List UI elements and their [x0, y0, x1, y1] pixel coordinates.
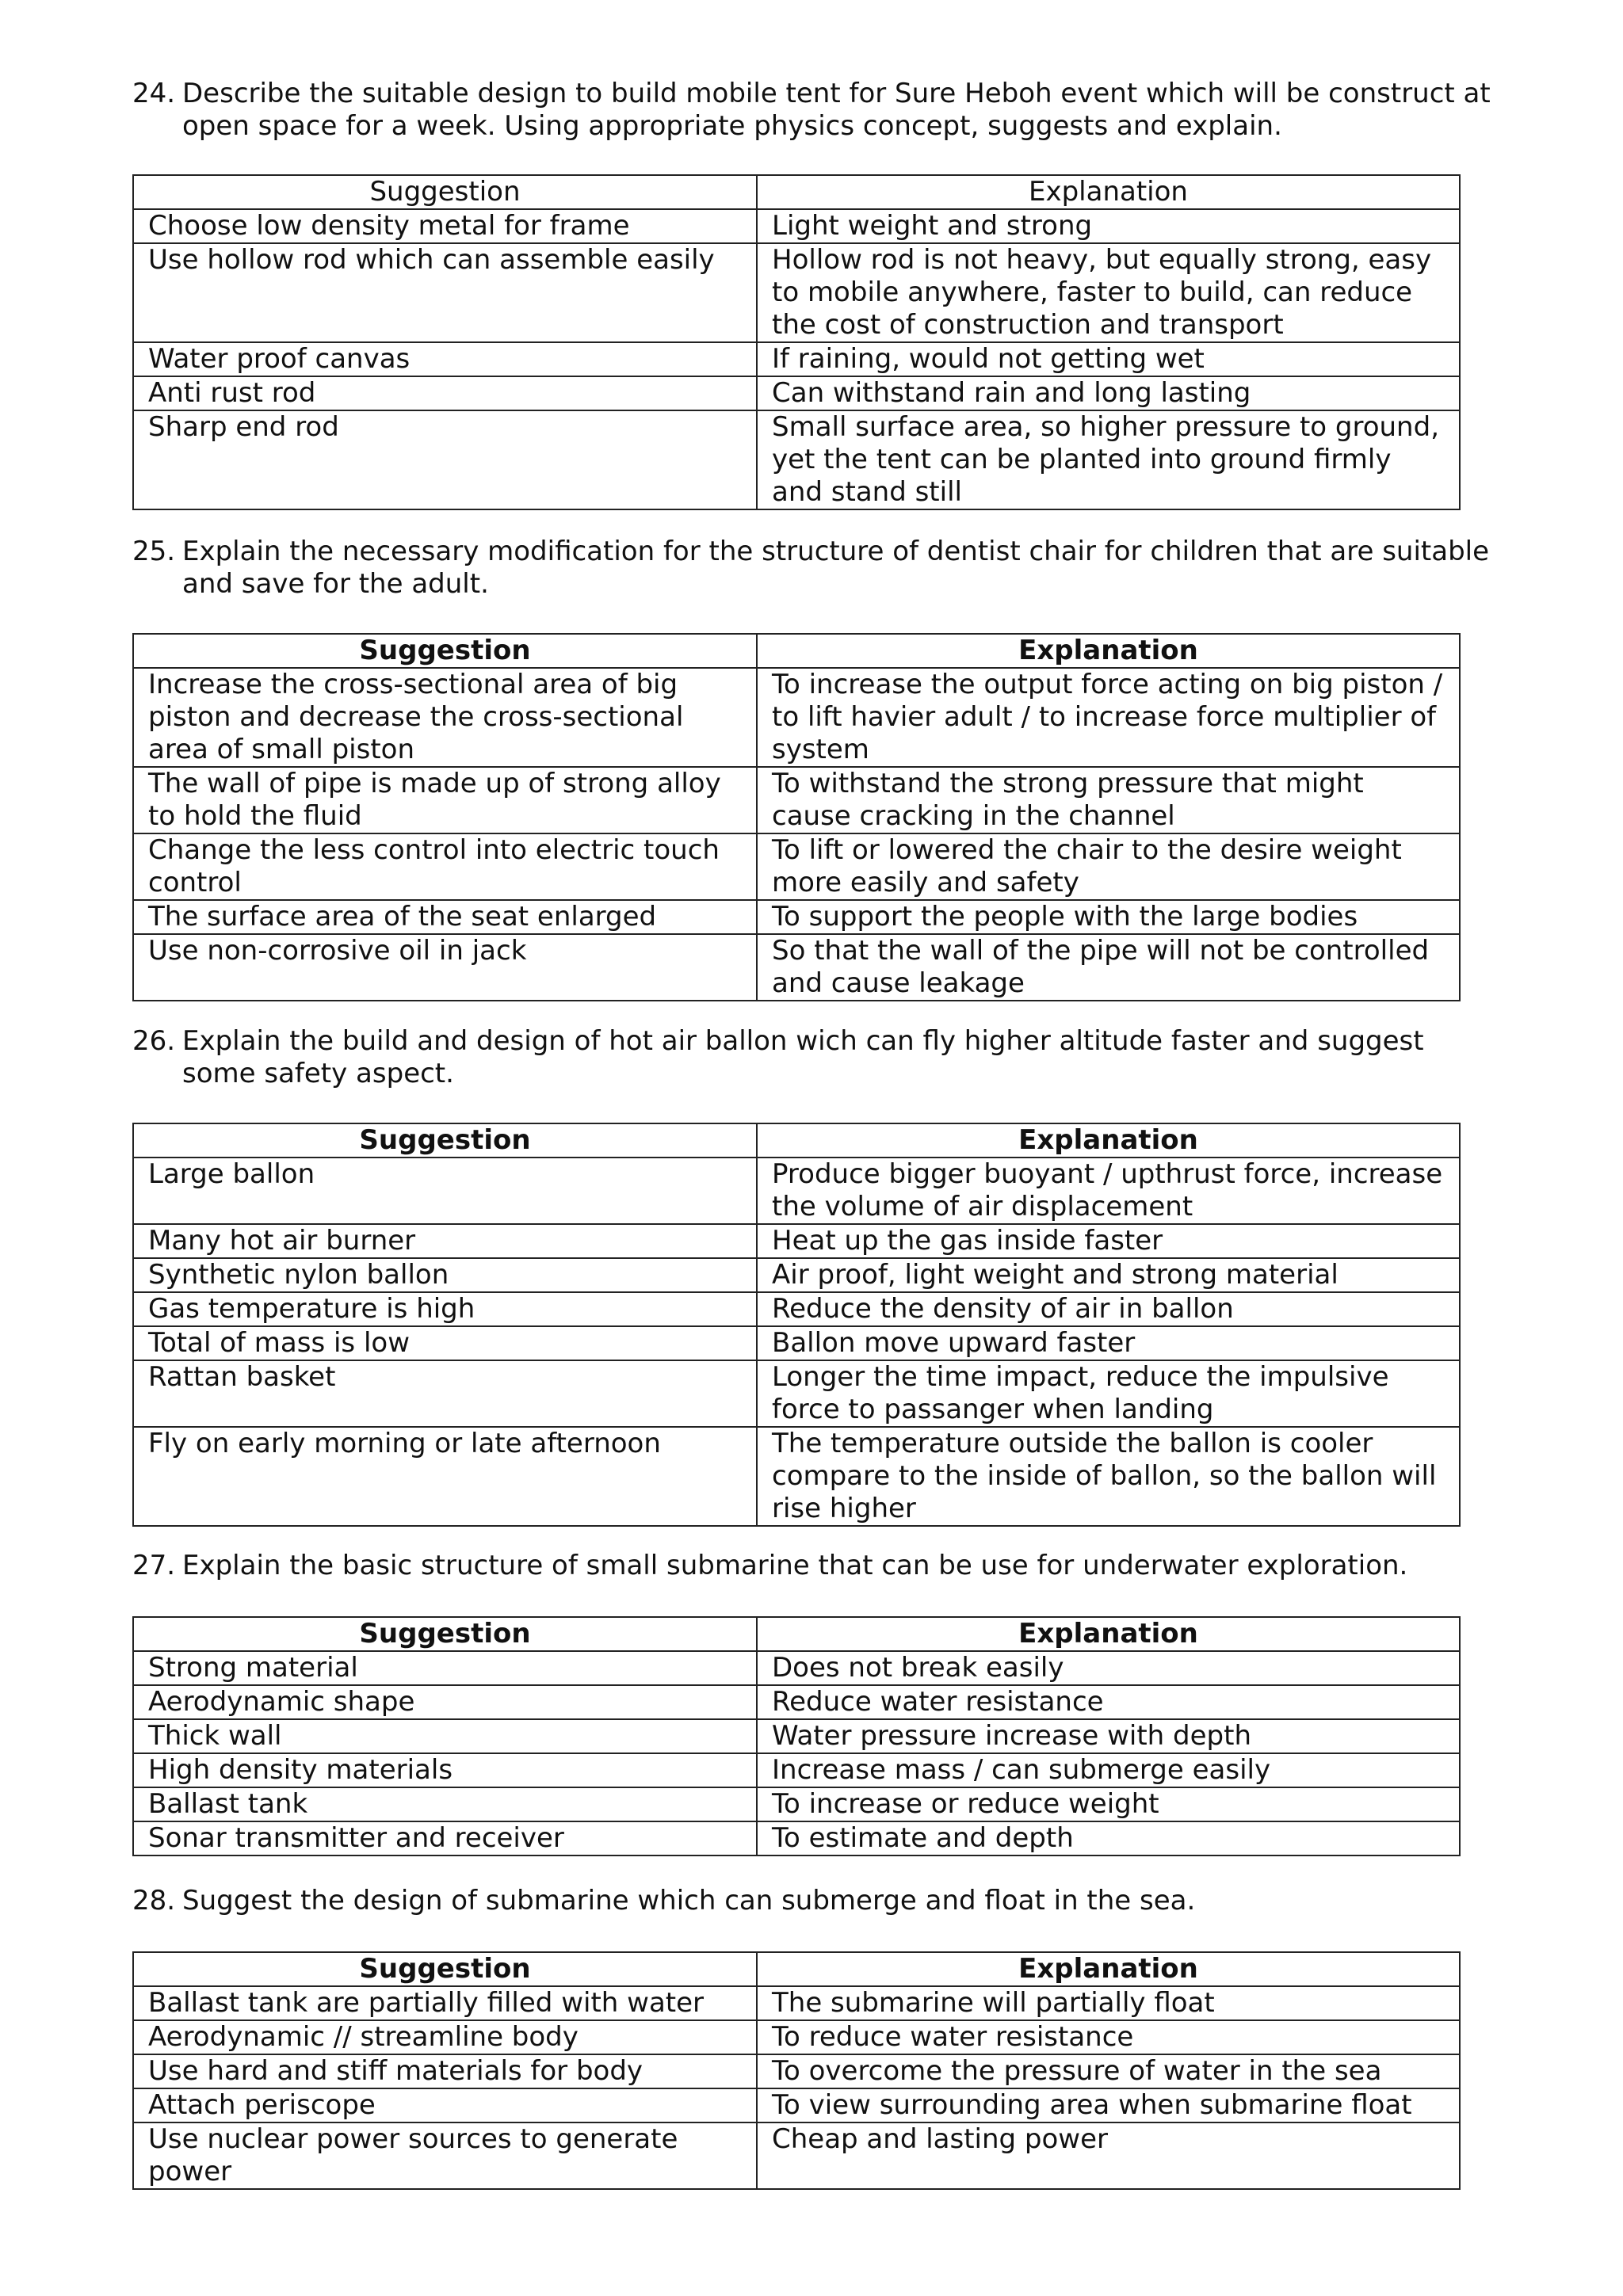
table-row	[133, 1787, 1460, 1821]
table-row	[133, 2020, 1460, 2054]
explanation-cell: The submarine will partially float	[757, 1986, 1460, 2020]
answer-table-25	[132, 633, 1461, 1001]
explanation-cell: Light weight and strong	[757, 209, 1460, 243]
table-row	[133, 209, 1460, 243]
table-row	[133, 1427, 1460, 1526]
explanation-cell: Increase mass / can submerge easily	[757, 1753, 1460, 1787]
table-header-row	[133, 634, 1460, 668]
question-number: 28.	[132, 1885, 176, 1917]
suggestion-cell: Choose low density metal for frame	[133, 209, 757, 243]
header-explanation: Explanation	[757, 634, 1460, 668]
suggestion-cell: Large ballon	[133, 1158, 757, 1224]
question-number: 25.	[132, 536, 176, 567]
header-suggestion: Suggestion	[133, 1123, 757, 1158]
explanation-cell: If raining, would not getting wet	[757, 342, 1460, 376]
suggestion-cell: Anti rust rod	[133, 376, 757, 410]
header-explanation: Explanation	[757, 1617, 1460, 1651]
answer-table-27	[132, 1616, 1461, 1856]
explanation-cell: Does not break easily	[757, 1651, 1460, 1685]
suggestion-cell: Total of mass is low	[133, 1326, 757, 1360]
header-explanation: Explanation	[757, 175, 1460, 209]
explanation-cell: Ballon move upward faster	[757, 1326, 1460, 1360]
table-header-row	[133, 1123, 1460, 1158]
table-header-row	[133, 175, 1460, 209]
table-row	[133, 1224, 1460, 1258]
suggestion-cell: High density materials	[133, 1753, 757, 1787]
explanation-cell: To lift or lowered the chair to the desire weight more easily and safety	[757, 833, 1460, 900]
suggestion-cell: Many hot air burner	[133, 1224, 757, 1258]
table-row	[133, 1292, 1460, 1326]
explanation-cell: To estimate and depth	[757, 1821, 1460, 1855]
suggestion-cell: Aerodynamic // streamline body	[133, 2020, 757, 2054]
explanation-cell: Heat up the gas inside faster	[757, 1224, 1460, 1258]
table-row	[133, 342, 1460, 376]
table-row	[133, 1360, 1460, 1427]
table-row	[133, 1753, 1460, 1787]
explanation-cell: Small surface area, so higher pressure to ground, yet the tent can be planted into ground firmly and stand still	[757, 410, 1460, 509]
header-suggestion: Suggestion	[133, 1617, 757, 1651]
question-number: 27.	[132, 1550, 176, 1581]
table-row	[133, 767, 1460, 833]
suggestion-cell: Use non-corrosive oil in jack	[133, 934, 757, 1001]
suggestion-cell: The surface area of the seat enlarged	[133, 900, 757, 934]
table-header-row	[133, 1952, 1460, 1986]
question-26	[132, 1025, 1495, 1090]
table-row	[133, 668, 1460, 767]
suggestion-cell: The wall of pipe is made up of strong alloy to hold the fluid	[133, 767, 757, 833]
suggestion-cell: Ballast tank	[133, 1787, 757, 1821]
table-row	[133, 1158, 1460, 1224]
suggestion-cell: Sonar transmitter and receiver	[133, 1821, 757, 1855]
table-row	[133, 376, 1460, 410]
explanation-cell: To withstand the strong pressure that might cause cracking in the channel	[757, 767, 1460, 833]
table-row	[133, 1258, 1460, 1292]
explanation-cell: Longer the time impact, reduce the impulsive force to passanger when landing	[757, 1360, 1460, 1427]
header-explanation: Explanation	[757, 1123, 1460, 1158]
question-28	[132, 1885, 1495, 1917]
question-25	[132, 536, 1495, 601]
question-text: Explain the basic structure of small submarine that can be use for underwater exploration.	[182, 1550, 1408, 1581]
suggestion-cell: Aerodynamic shape	[133, 1685, 757, 1719]
suggestion-cell: Fly on early morning or late afternoon	[133, 1427, 757, 1526]
explanation-cell: Hollow rod is not heavy, but equally strong, easy to mobile anywhere, faster to build, can reduce the cost of construction and transport	[757, 243, 1460, 342]
table-row	[133, 2122, 1460, 2189]
header-explanation: Explanation	[757, 1952, 1460, 1986]
table-row	[133, 410, 1460, 509]
explanation-cell: The temperature outside the ballon is cooler compare to the inside of ballon, so the ballon will rise higher	[757, 1427, 1460, 1526]
explanation-cell: To support the people with the large bodies	[757, 900, 1460, 934]
question-27	[132, 1550, 1495, 1582]
suggestion-cell: Sharp end rod	[133, 410, 757, 509]
suggestion-cell: Increase the cross-sectional area of big piston and decrease the cross-sectional area of small piston	[133, 668, 757, 767]
suggestion-cell: Use hollow rod which can assemble easily	[133, 243, 757, 342]
suggestion-cell: Use hard and stiff materials for body	[133, 2054, 757, 2088]
table-header-row	[133, 1617, 1460, 1651]
answer-table-26	[132, 1123, 1461, 1527]
explanation-cell: Air proof, light weight and strong material	[757, 1258, 1460, 1292]
table-row	[133, 1685, 1460, 1719]
question-text: Explain the necessary modification for the structure of dentist chair for children that are suitable and save for the adult.	[182, 536, 1490, 600]
suggestion-cell: Thick wall	[133, 1719, 757, 1753]
explanation-cell: Reduce water resistance	[757, 1685, 1460, 1719]
table-row	[133, 833, 1460, 900]
suggestion-cell: Strong material	[133, 1651, 757, 1685]
table-row	[133, 1821, 1460, 1855]
table-row	[133, 243, 1460, 342]
explanation-cell: Water pressure increase with depth	[757, 1719, 1460, 1753]
question-number: 24.	[132, 78, 176, 109]
table-row	[133, 2054, 1460, 2088]
question-number: 26.	[132, 1025, 176, 1057]
question-text: Explain the build and design of hot air ballon wich can fly higher altitude faster and suggest some safety aspect.	[182, 1025, 1424, 1089]
explanation-cell: To increase the output force acting on big piston / to lift havier adult / to increase force multiplier of system	[757, 668, 1460, 767]
suggestion-cell: Attach periscope	[133, 2088, 757, 2122]
answer-table-24	[132, 174, 1461, 510]
table-row	[133, 1719, 1460, 1753]
table-row	[133, 1986, 1460, 2020]
question-24	[132, 78, 1495, 143]
explanation-cell: So that the wall of the pipe will not be controlled and cause leakage	[757, 934, 1460, 1001]
table-row	[133, 2088, 1460, 2122]
suggestion-cell: Use nuclear power sources to generate power	[133, 2122, 757, 2189]
question-text: Describe the suitable design to build mobile tent for Sure Heboh event which will be construct at open space for a week. Using appropriate physics concept, suggests and explain.	[182, 78, 1491, 142]
suggestion-cell: Synthetic nylon ballon	[133, 1258, 757, 1292]
explanation-cell: To overcome the pressure of water in the sea	[757, 2054, 1460, 2088]
suggestion-cell: Change the less control into electric touch control	[133, 833, 757, 900]
suggestion-cell: Rattan basket	[133, 1360, 757, 1427]
answer-table-28	[132, 1951, 1461, 2190]
table-row	[133, 1651, 1460, 1685]
question-text: Suggest the design of submarine which can submerge and float in the sea.	[182, 1885, 1196, 1917]
explanation-cell: Can withstand rain and long lasting	[757, 376, 1460, 410]
header-suggestion: Suggestion	[133, 1952, 757, 1986]
header-suggestion: Suggestion	[133, 175, 757, 209]
explanation-cell: Produce bigger buoyant / upthrust force, increase the volume of air displacement	[757, 1158, 1460, 1224]
header-suggestion: Suggestion	[133, 634, 757, 668]
table-row	[133, 900, 1460, 934]
explanation-cell: To reduce water resistance	[757, 2020, 1460, 2054]
suggestion-cell: Water proof canvas	[133, 342, 757, 376]
explanation-cell: To increase or reduce weight	[757, 1787, 1460, 1821]
table-row	[133, 934, 1460, 1001]
suggestion-cell: Ballast tank are partially filled with water	[133, 1986, 757, 2020]
explanation-cell: Cheap and lasting power	[757, 2122, 1460, 2189]
suggestion-cell: Gas temperature is high	[133, 1292, 757, 1326]
explanation-cell: Reduce the density of air in ballon	[757, 1292, 1460, 1326]
table-row	[133, 1326, 1460, 1360]
explanation-cell: To view surrounding area when submarine float	[757, 2088, 1460, 2122]
